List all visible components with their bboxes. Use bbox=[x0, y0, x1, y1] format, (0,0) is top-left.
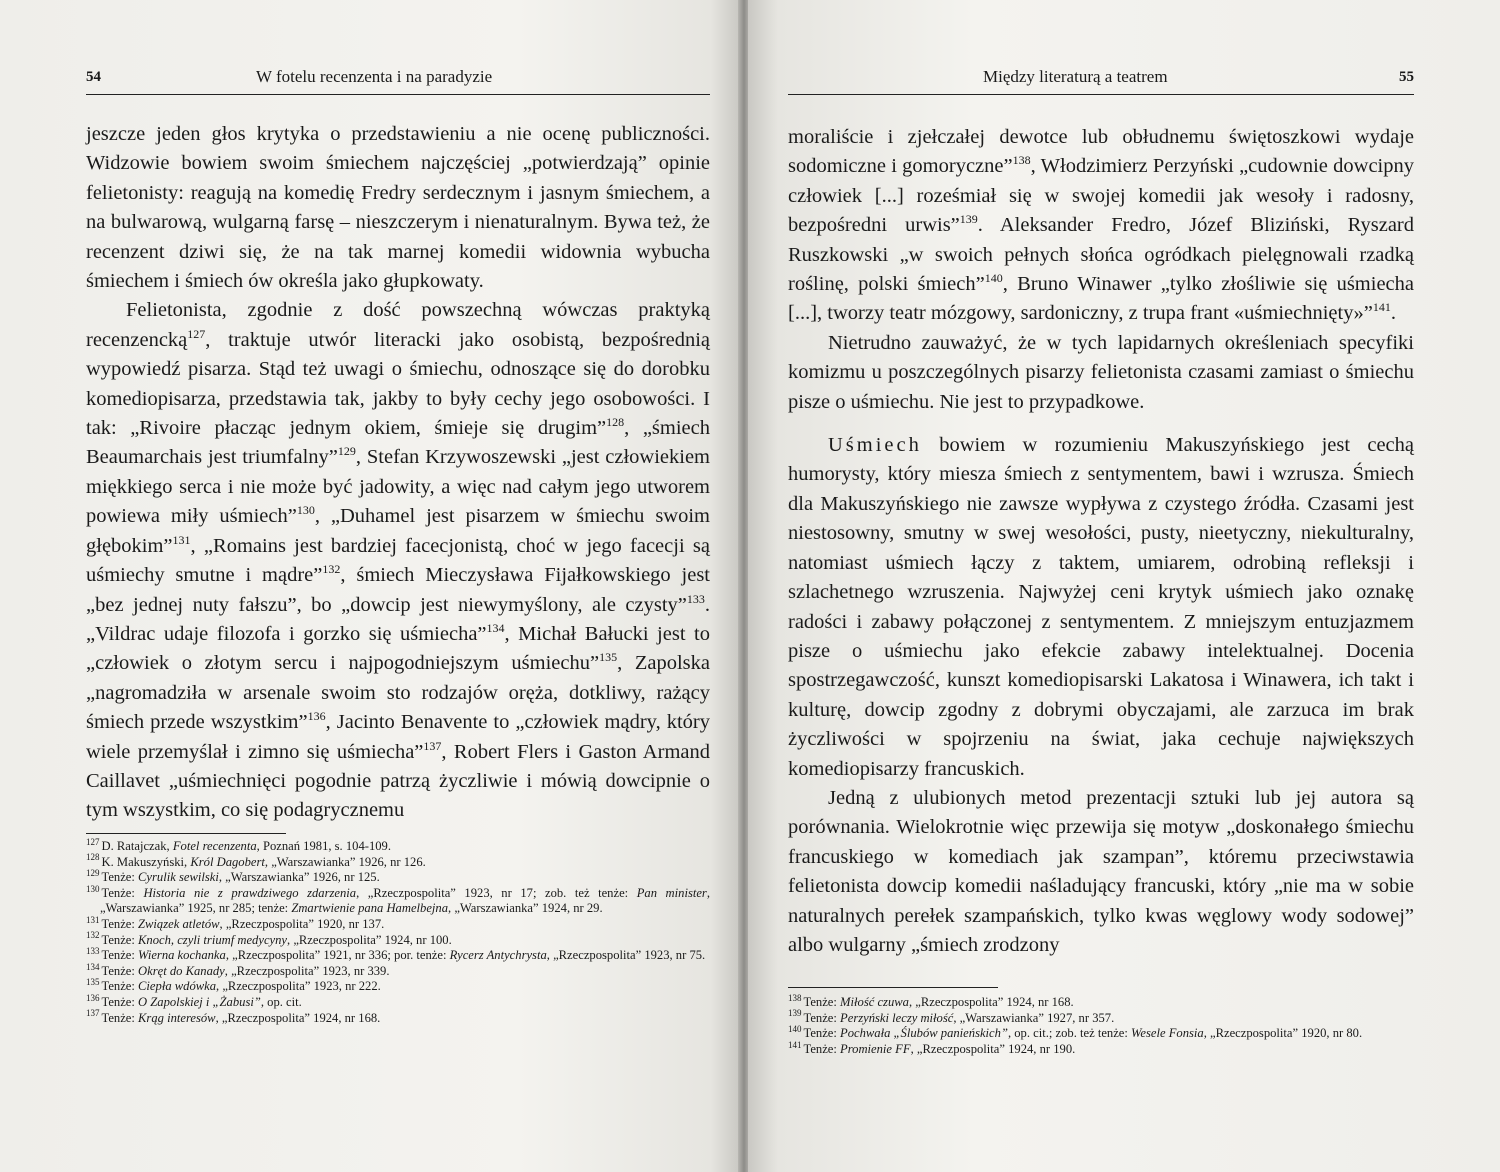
footnote-text: D. Ratajczak, bbox=[101, 839, 173, 853]
footnote-text: , Poznań 1981, s. 104-109. bbox=[256, 839, 391, 853]
paragraph bbox=[788, 123, 1414, 329]
footnote-text: Tenże: bbox=[101, 885, 144, 900]
footnote bbox=[788, 1039, 1414, 1058]
footnote-text: , „Rzeczpospolita” 1924, nr 168. bbox=[215, 1010, 381, 1025]
footnote-text: , „Rzeczpospolita” 1923, nr 75. bbox=[546, 948, 706, 963]
text-run: , „Romains jest bardziej facecjonistą, choć w jego facecji są uśmiechy smutne i mądre” bbox=[86, 534, 710, 587]
text-run: . Aleksander Fredro, Józef Bliziński, Ryszard Ruszkowski „w swoich pełnych słońca ogródkach pielęgnowali rzadką roślinę, polski śmiech” bbox=[788, 214, 1415, 296]
footnote-number: 131 bbox=[86, 914, 100, 925]
footnote-number: 135 bbox=[86, 977, 100, 988]
footnote-ref: 131 bbox=[172, 532, 191, 547]
footnote-text: , „Warszawianka” 1926, nr 125. bbox=[218, 870, 380, 885]
footnote-text: Tenże: bbox=[101, 948, 139, 963]
footnote bbox=[86, 836, 710, 855]
footnote-text: , „Warszawianka” 1927, nr 357. bbox=[953, 1010, 1115, 1025]
text-run: Jedną z ulubionych metod prezentacji sztuki lub jej autora są porównania. Wielokrotnie więc przewija się motyw „doskonałego śmiechu francuskiego w komediach jak szampan”, któremu przeciwstawia felietonista dowcip komedii naśladujący francuski, który „nie ma w sobie naturalnych perełek szampańskich, tylko kwas węglowy wody sodowej” albo wulgarny „śmiech zrodzony bbox=[788, 786, 1414, 956]
footnote bbox=[86, 945, 710, 964]
footnote-text: Tenże: bbox=[101, 963, 139, 978]
footnote-text: , „Warszawianka” 1925, nr 285; tenże: bbox=[100, 885, 710, 916]
right-footnotes bbox=[788, 992, 1414, 1057]
footnote-title: Promienie FF bbox=[840, 1041, 911, 1056]
footnote-text: , „Rzeczpospolita” 1924, nr 190. bbox=[910, 1041, 1076, 1056]
footnote-ref: 130 bbox=[296, 503, 315, 518]
footnote-text: Tenże: bbox=[101, 870, 139, 885]
footnote-text: , „Rzeczpospolita” 1920, nr 137. bbox=[219, 916, 385, 931]
footnote-title: Ciepła wdówka bbox=[138, 979, 217, 994]
footnote-title: Rycerz Antychrysta bbox=[449, 948, 547, 963]
footnote-title: Miłość czuwa bbox=[840, 995, 909, 1009]
footnote bbox=[86, 852, 710, 871]
text-run: , Włodzimierz Perzyński „cudownie dowcipny człowiek [...] roześmiał się w swojej komedii jak wesoły i radosny, bezpośredni urwis” bbox=[788, 155, 1414, 237]
text-run: , „śmiech Beaumarchais jest triumfalny” bbox=[86, 417, 710, 469]
footnote-title: Wierna kochanka bbox=[138, 948, 226, 963]
footnote-ref: 138 bbox=[1012, 153, 1031, 168]
page-number: 55 bbox=[1399, 69, 1414, 85]
footnote-number: 140 bbox=[788, 1024, 802, 1034]
paragraph bbox=[788, 329, 1414, 417]
footnote-text: , „Rzeczpospolita” 1920, nr 80. bbox=[1203, 1026, 1363, 1041]
footnote-number: 128 bbox=[86, 852, 100, 863]
footnote-text: , „Warszawianka” 1926, nr 126. bbox=[264, 854, 426, 869]
text-run: jeszcze jeden głos krytyka o przedstawieniu a nie ocenę publiczności. Widzowie bowiem swoim śmiechem najczęściej „potwierdzają” opinie felietonisty: reagują na komedię Fredry serdecznym i jasnym śmiechem, a na bulwarową, wulgarną farsę – nieszczerym i nienaturalnym. Bywa też, że recenzent dziwi się, że na tak marnej komedii widownia wybucha śmiechem i śmiech ów określa jako głupkowaty. bbox=[86, 123, 710, 293]
paragraph bbox=[788, 431, 1414, 784]
text-run: , śmiech Mieczysława Fijałkowskiego jest „bez jednej nuty fałszu”, bo „dowcip jest niewymyślony, ale czysty” bbox=[86, 564, 710, 616]
text-run: , Zapolska „nagromadziła w arsenale swoim sto rodzajów oręża, dotkliwy, rażący śmiech przede wszystkim” bbox=[86, 652, 710, 734]
footnote-title: Wesele Fonsia bbox=[1131, 1026, 1204, 1041]
footnote-title: Król Dagobert bbox=[190, 854, 265, 869]
footnote bbox=[86, 930, 710, 949]
text-run: Felietonista, zgodnie z dość powszechną wówczas praktyką recenzencką bbox=[86, 299, 710, 351]
footnote-text: Tenże: bbox=[101, 932, 139, 947]
text-run: moraliście i zjełczałej dewotce lub obłudnemu świętoszkowi wydaje sodomiczne i gomoryczne” bbox=[788, 126, 1414, 178]
footnote-text: , „Rzeczpospolita” 1923, nr 222. bbox=[216, 979, 381, 994]
footnote-title: Zmartwienie pana Hamelbejna bbox=[291, 901, 449, 916]
footnote-number: 132 bbox=[86, 930, 100, 941]
footnote-number: 130 bbox=[86, 883, 100, 894]
running-head: Między literaturą a teatrem bbox=[983, 67, 1168, 86]
footnote-title: Fotel recenzenta bbox=[172, 839, 257, 853]
right-page-header bbox=[788, 66, 1414, 95]
paragraph bbox=[86, 296, 710, 825]
text-run: , Robert Flers i Gaston Armand Caillavet „uśmiechnięci pogodnie patrzą życzliwie i mówią dowcipnie o tym wszystkim, co się podagrycznemu bbox=[86, 740, 710, 822]
footnote-text: Tenże: bbox=[803, 1041, 841, 1056]
footnote-ref: 132 bbox=[322, 562, 341, 577]
footnote bbox=[86, 914, 710, 933]
text-run: . „Vildrac udaje filozofa i gorzko się uśmiecha” bbox=[86, 593, 710, 645]
footnote-title: O Zapolskiej i „Żabusi” bbox=[138, 994, 261, 1009]
footnote-ref: 139 bbox=[959, 212, 978, 227]
footnote-title: Pochwała „Ślubów panieńskich” bbox=[840, 1026, 1008, 1041]
text-run: , Bruno Winawer „tylko złośliwie się uśmiecha [...], tworzy teatr mózgowy, sardoniczny, z trupa frant «uśmiechnięty»” bbox=[788, 273, 1414, 325]
footnote-title: Perzyński leczy miłość bbox=[840, 1010, 954, 1025]
footnote-title: Pan minister bbox=[636, 885, 707, 900]
text-run: , Jacinto Benavente to „człowiek mądry, który wiele przemyślał i zimno się uśmiecha” bbox=[86, 711, 711, 763]
footnote bbox=[788, 1008, 1414, 1027]
footnote-number: 129 bbox=[86, 868, 100, 878]
running-head: W fotelu recenzenta i na paradyzie bbox=[256, 67, 493, 86]
footnote-title: Okręt do Kanady bbox=[138, 963, 225, 978]
footnote-title: Historia nie z prawdziwego zdarzenia bbox=[143, 885, 357, 900]
footnote bbox=[86, 961, 710, 980]
footnote-text: Tenże: bbox=[101, 979, 139, 994]
footnote-separator bbox=[788, 987, 998, 988]
text-run: , Stefan Krzywoszewski „jest człowiekiem miękkiego serca i nie może być jadowity, a więc nad całym jego utworem powiewa miły uśmiech” bbox=[86, 446, 711, 528]
text-run: . bbox=[1390, 302, 1396, 325]
footnote-ref: 135 bbox=[599, 650, 618, 665]
footnote-text: , „Rzeczpospolita” 1923, nr 17; zob. też tenże: bbox=[356, 885, 637, 900]
footnote-ref: 133 bbox=[686, 591, 705, 606]
text-run: , Michał Bałucki jest to „człowiek o złotym sercu i najpogodniejszym uśmiechu” bbox=[86, 622, 710, 675]
footnote-title: Krąg interesów bbox=[138, 1010, 216, 1025]
footnote bbox=[86, 870, 710, 886]
footnote-text: Tenże: bbox=[803, 1026, 841, 1041]
footnote-number: 127 bbox=[86, 836, 100, 847]
footnote-text: , op. cit. bbox=[260, 994, 302, 1009]
footnote-text: Tenże: bbox=[101, 916, 139, 931]
footnote bbox=[86, 1008, 710, 1027]
footnote bbox=[788, 992, 1414, 1011]
footnote-title: Związek atletów bbox=[138, 916, 220, 931]
left-body-text bbox=[86, 120, 710, 826]
footnote bbox=[86, 883, 710, 917]
footnote-number: 139 bbox=[788, 1008, 802, 1019]
paragraph bbox=[788, 784, 1414, 960]
text-run: Nietrudno zauważyć, że w tych lapidarnych określeniach specyfiki komizmu u poszczególnych pisarzy felietonista czasami zamiast o śmiechu pisze o uśmiechu. Nie jest to przypadkowe. bbox=[788, 331, 1414, 413]
footnote-text: Tenże: bbox=[803, 1010, 841, 1025]
footnote-ref: 134 bbox=[486, 621, 505, 636]
footnote bbox=[86, 992, 710, 1011]
footnote-ref: 137 bbox=[423, 738, 442, 753]
footnote-text: Tenże: bbox=[803, 995, 841, 1009]
text-run: , traktuje utwór literacki jako osobistą, bezpośrednią wypowiedź pisarza. Stąd też uwagi o śmiechu, odnoszące się do dorobku komediopisarza, przedstawia tak, jakby to były cechy jego osobowości. I tak: „Rivoire płacząc jednym okiem, śmieje się drugim” bbox=[86, 328, 710, 440]
footnote-ref: 141 bbox=[1372, 300, 1391, 315]
footnote-text: , „Rzeczpospolita” 1924, nr 100. bbox=[287, 932, 452, 947]
footnote-number: 141 bbox=[788, 1039, 802, 1050]
footnote bbox=[788, 1026, 1414, 1042]
left-footnotes bbox=[86, 836, 710, 1026]
footnote-text: Tenże: bbox=[101, 1010, 139, 1025]
footnote-number: 136 bbox=[86, 992, 100, 1003]
footnote-number: 133 bbox=[86, 945, 100, 956]
footnote-text: Tenże: bbox=[101, 994, 139, 1009]
footnote-number: 137 bbox=[86, 1008, 100, 1019]
left-page-header bbox=[86, 66, 710, 95]
footnote bbox=[86, 979, 710, 995]
footnote-text: , „Rzeczpospolita” 1923, nr 339. bbox=[224, 963, 390, 978]
footnote-ref: 127 bbox=[187, 327, 206, 342]
spaced-term: Uśmiech bbox=[828, 434, 922, 457]
text-run: bowiem w rozumieniu Makuszyńskiego jest cechą humorysty, który miesza śmiech z sentymentem, bawi i wzrusza. Śmiech dla Makuszyńskiego nie zawsze wypływa z czystego źródła. Czasami jest niestosowny, smutny w swej wesołości, pusty, nieetyczny, niekulturalny, natomiast uśmiech łączy z taktem, umiarem, odrobiną refleksji i szlachetnego wzruszenia. Najwyżej ceni krytyk uśmiech jako oznakę radości i zabawy połączonej z sentymentem. Z mniejszym entuzjazmem pisze o uśmiechu jako efekcie zabawy intelektualnej. Docenia spostrzegawczość, kunszt komediopisarski Lakatosa i Winawera, ich takt i kulturę, dowcip zgodny z dobrymi obyczajami, ale zarzuca im brak życzliwości w spojrzeniu na świat, jaka cechuje największych komediopisarzy francuskich. bbox=[788, 434, 1414, 780]
footnote-text: , „Warszawianka” 1924, nr 29. bbox=[448, 901, 603, 916]
footnote-text: K. Makuszyński, bbox=[101, 854, 191, 869]
footnote-title: Cyrulik sewilski bbox=[138, 870, 219, 885]
footnote-ref: 129 bbox=[337, 444, 356, 459]
paragraph bbox=[86, 120, 710, 296]
footnote-title: Knoch, czyli triumf medycyny bbox=[138, 932, 288, 947]
footnote-number: 138 bbox=[788, 992, 802, 1003]
footnote-number: 134 bbox=[86, 961, 100, 972]
footnote-ref: 136 bbox=[307, 709, 326, 724]
footnote-text: , „Rzeczpospolita” 1924, nr 168. bbox=[908, 995, 1074, 1009]
right-body-text bbox=[788, 123, 1414, 960]
footnote-separator bbox=[86, 833, 286, 834]
text-run: , „Duhamel jest pisarzem w śmiechu swoim głębokim” bbox=[86, 505, 711, 557]
left-page bbox=[0, 0, 740, 1172]
footnote-text: , „Rzeczpospolita” 1921, nr 336; por. tenże: bbox=[225, 948, 450, 963]
footnote-ref: 128 bbox=[606, 415, 625, 430]
footnote-text: , op. cit.; zob. też tenże: bbox=[1007, 1026, 1132, 1041]
footnote-ref: 140 bbox=[984, 271, 1003, 286]
page-number: 54 bbox=[86, 69, 101, 85]
right-page bbox=[748, 0, 1500, 1172]
